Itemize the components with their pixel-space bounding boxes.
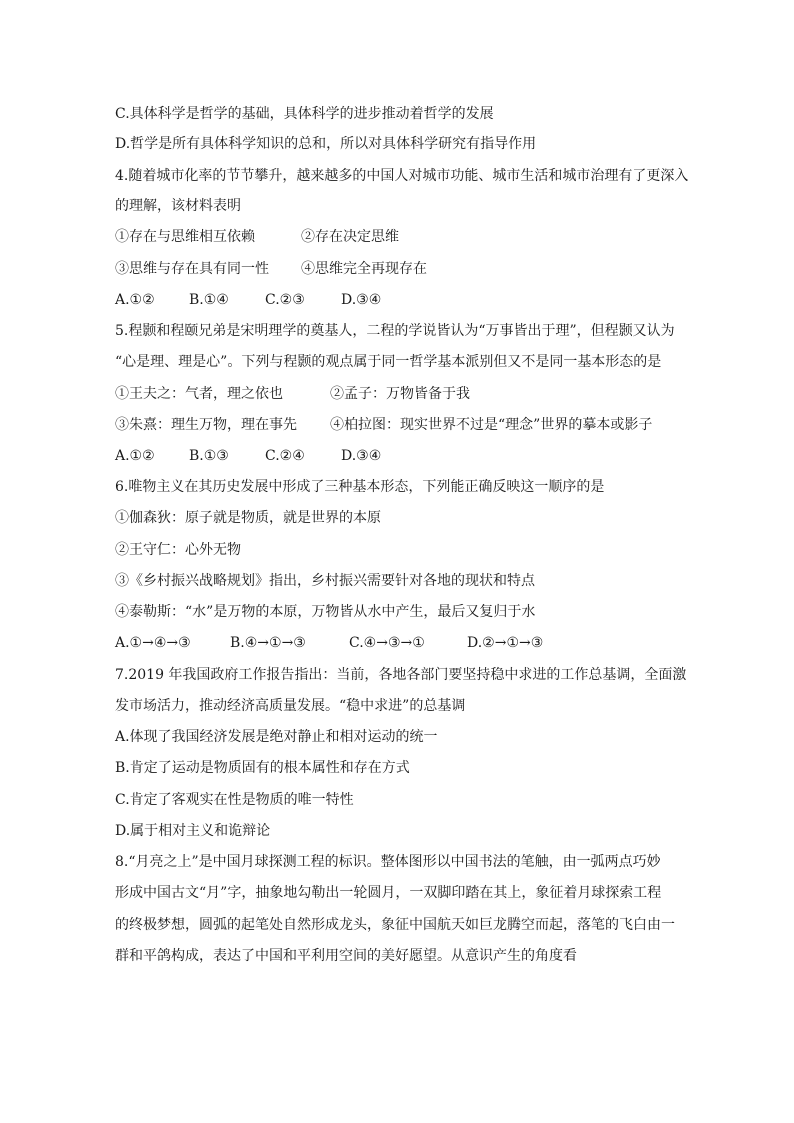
q6-item2: ②王守仁：心外无物 (115, 542, 241, 558)
q6-choice-d: D.②→①→③ (467, 635, 544, 651)
q5-choice-c: C.②④ (265, 448, 305, 464)
q7-option-c: C.肯定了客观实在性是物质的唯一特性 (115, 792, 354, 808)
q8-line1: 8.“月亮之上”是中国月球探测工程的标识。整体图形以中国书法的笔触，由一弧两点巧妙 (115, 854, 661, 870)
q6-choice-a: A.①→④→③ (115, 635, 191, 651)
q4-choice-c: C.②③ (265, 292, 305, 308)
q3-option-d: D.哲学是所有具体科学知识的总和，所以对具体科学研究有指导作用 (115, 136, 537, 152)
q4-choice-d: D.③④ (341, 292, 382, 308)
q7-option-d: D.属于相对主义和诡辩论 (115, 823, 271, 839)
q4-item2: ②存在决定思维 (301, 229, 399, 245)
q4-stem-line1: 4.随着城市化率的节节攀升，越来越多的中国人对城市功能、城市生活和城市治理有了更深入 (115, 168, 689, 184)
q5-choice-a: A.①② (115, 448, 155, 464)
q8-line3: 的终极梦想，圆弧的起笔处自然形成龙头，象征中国航天如巨龙腾空而起，落笔的飞白由一 (115, 917, 675, 933)
q6-stem: 6.唯物主义在其历史发展中形成了三种基本形态，下列能正确反映这一顺序的是 (115, 479, 605, 495)
q4-stem-line2: 的理解，该材料表明 (115, 198, 241, 214)
q4-item3: ③思维与存在具有同一性 (115, 261, 269, 277)
q7-option-a: A.体现了我国经济发展是绝对静止和相对运动的统一 (115, 729, 438, 745)
q6-choice-b: B.④→①→③ (230, 635, 306, 651)
q3-option-c: C.具体科学是哲学的基础，具体科学的进步推动着哲学的发展 (115, 106, 494, 122)
q5-stem-line1: 5.程颢和程颐兄弟是宋明理学的奠基人，二程的学说皆认为“万事皆出于理”，但程颢又认为 (115, 323, 675, 339)
q8-line2: 形成中国古文“月”字，抽象地勾勒出一轮圆月，一双脚印踏在其上，象征着月球探索工程 (115, 885, 662, 901)
q4-item1: ①存在与思维相互依赖 (115, 229, 255, 245)
q6-item1: ①伽森狄：原子就是物质，就是世界的本原 (115, 510, 381, 526)
q6-choice-c: C.④→③→① (349, 635, 425, 651)
q5-stem-line2: “心是理、理是心”。下列与程颢的观点属于同一哲学基本派别但又不是同一基本形态的是 (115, 354, 662, 370)
q7-option-b: B.肯定了运动是物质固有的根本属性和存在方式 (115, 760, 410, 776)
q5-item3: ③朱熹：理生万物，理在事先 (115, 417, 297, 433)
q4-item4: ④思维完全再现存在 (301, 261, 427, 277)
q7-stem-line2: 发市场活力，推动经济高质量发展。“稳中求进”的总基调 (115, 698, 466, 714)
q5-item2: ②孟子：万物皆备于我 (330, 386, 470, 402)
q5-item4: ④柏拉图：现实世界不过是“理念”世界的摹本或影子 (330, 417, 653, 433)
q5-choice-d: D.③④ (341, 448, 382, 464)
q5-choice-b: B.①③ (189, 448, 229, 464)
q7-stem-line1: 7.2019 年我国政府工作报告指出：当前，各地各部门要坚持稳中求进的工作总基调，全面激 (115, 667, 687, 683)
q4-choice-b: B.①④ (189, 292, 229, 308)
q4-choice-a: A.①② (115, 292, 155, 308)
q5-item1: ①王夫之：气者，理之依也 (115, 386, 283, 402)
q6-item4: ④泰勒斯：“水”是万物的本原，万物皆从水中产生，最后又复归于水 (115, 604, 536, 620)
q8-line4: 群和平鸽构成，表达了中国和平利用空间的美好愿望。从意识产生的角度看 (115, 948, 577, 964)
q6-item3: ③《乡村振兴战略规划》指出，乡村振兴需要针对各地的现状和特点 (115, 573, 535, 589)
